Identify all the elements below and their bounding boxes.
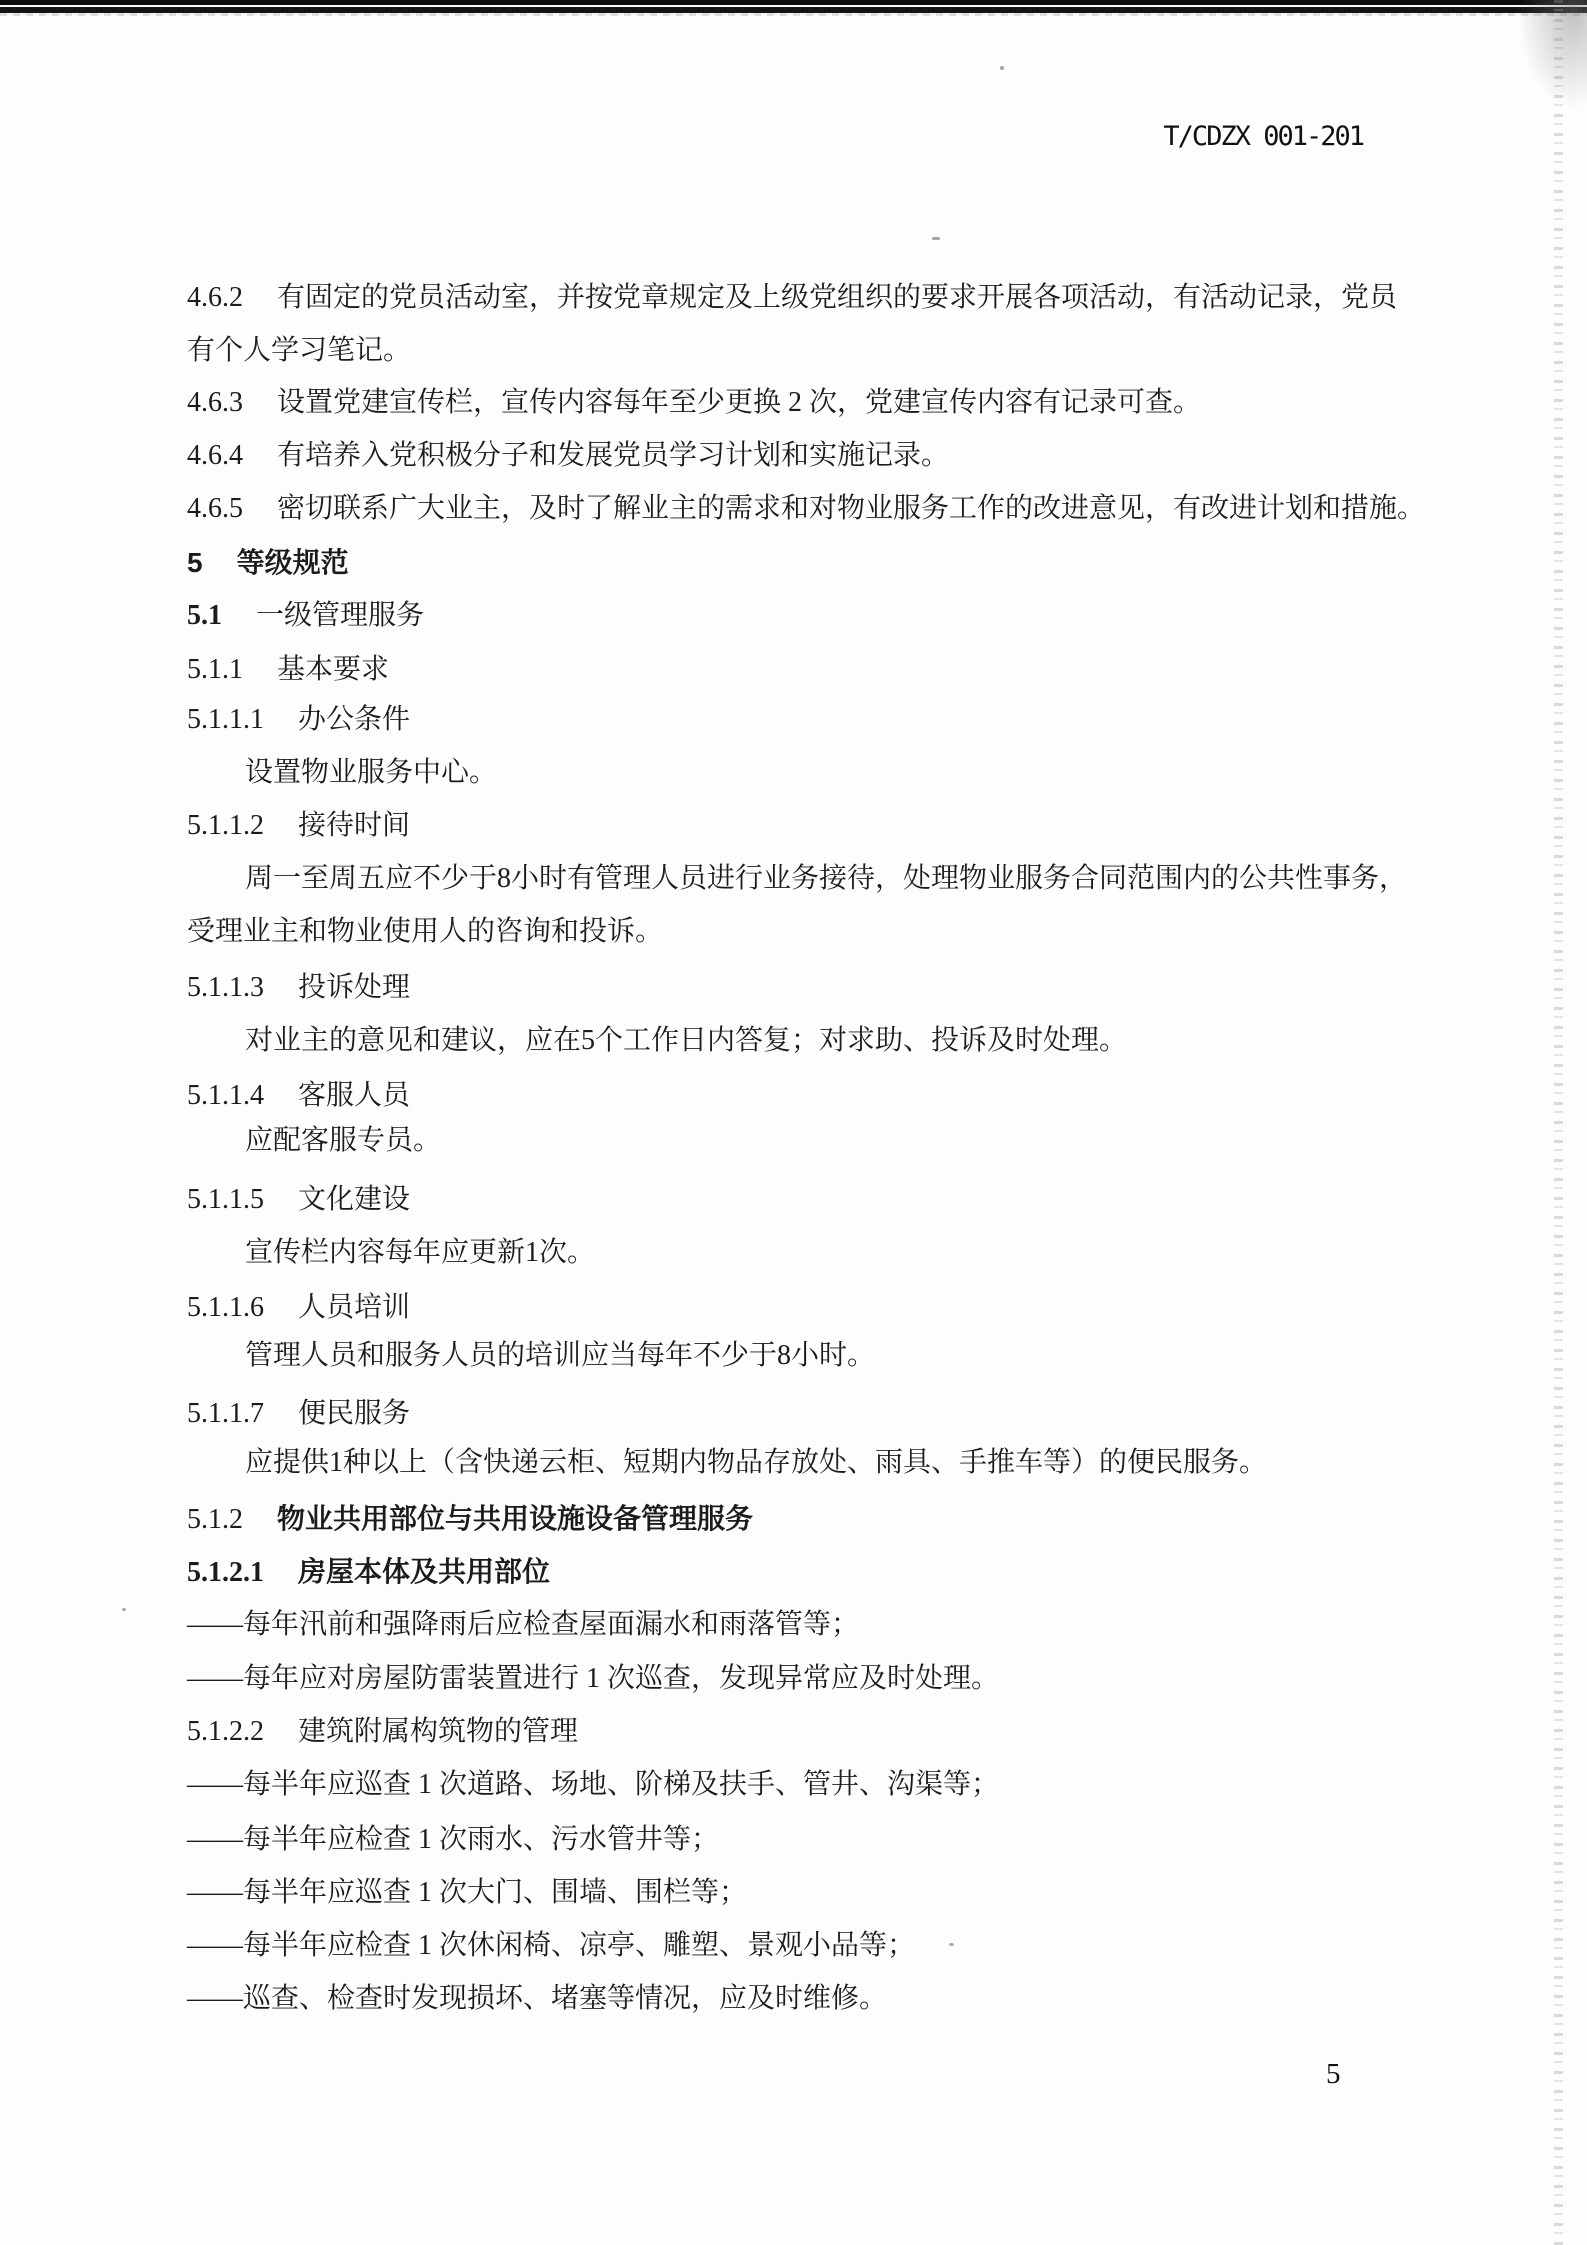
doc-line (187, 1926, 915, 1966)
line-text: 设置物业服务中心。 (245, 757, 498, 788)
doc-line (245, 1443, 1267, 1483)
line-text: 周一至周五应不少于8小时有管理人员进行业务接待，处理物业服务合同范围内的公共性事务， (245, 863, 1408, 894)
doc-line (187, 1552, 550, 1593)
doc-line (187, 968, 410, 1008)
line-text: 有固定的党员活动室，并按党章规定及上级党组织的要求开展各项活动，有活动记录，党员 (277, 282, 1398, 313)
line-text: ——每半年应检查 1 次休闲椅、凉亭、雕塑、景观小品等； (187, 1930, 916, 1961)
doc-line (187, 436, 949, 476)
doc-line (187, 1873, 747, 1913)
clause-number: 4.6.2 (187, 282, 243, 313)
line-text: 投诉处理 (298, 972, 411, 1003)
line-text: 便民服务 (298, 1398, 411, 1429)
clause-number: 5.1.1.7 (187, 1398, 264, 1429)
line-text: 办公条件 (298, 704, 411, 735)
doc-line (187, 1979, 887, 2019)
line-text: ——每年应对房屋防雷装置进行 1 次巡查，发现异常应及时处理。 (187, 1663, 1000, 1694)
doc-line (187, 1712, 578, 1752)
clause-number: 4.6.4 (187, 440, 243, 471)
scan-top-noise (0, 13, 1587, 16)
doc-line (245, 1121, 441, 1161)
clause-number: 5.1.1.5 (187, 1184, 264, 1215)
doc-line (245, 753, 497, 793)
doc-line (187, 1499, 753, 1540)
line-text: 有个人学习笔记。 (187, 335, 412, 366)
doc-line (187, 806, 410, 846)
line-text: 建筑附属构筑物的管理 (298, 1716, 579, 1747)
clause-number: 5.1.1.4 (187, 1080, 264, 1111)
clause-number: 5.1.1.3 (187, 972, 264, 1003)
doc-line (187, 1288, 410, 1328)
clause-number: 4.6.5 (187, 493, 243, 524)
line-text: 客服人员 (298, 1080, 411, 1111)
line-text: ——每半年应巡查 1 次道路、场地、阶梯及扶手、管井、沟渠等； (187, 1769, 1000, 1800)
line-text: 设置党建宣传栏，宣传内容每年至少更换 2 次，党建宣传内容有记录可查。 (277, 387, 1202, 418)
line-text: 宣传栏内容每年应更新1次。 (245, 1237, 596, 1268)
line-text: 应提供1种以上（含快递云柜、短期内物品存放处、雨具、手推车等）的便民服务。 (245, 1447, 1268, 1478)
line-text: 有培养入党积极分子和发展党员学习计划和实施记录。 (277, 440, 950, 471)
doc-line (187, 489, 1425, 529)
doc-line (187, 1820, 719, 1860)
line-text: 文化建设 (298, 1184, 411, 1215)
clause-number: 5.1.2.2 (187, 1716, 264, 1747)
line-text: 管理人员和服务人员的培训应当每年不少于8小时。 (245, 1340, 876, 1371)
line-text: 密切联系广大业主，及时了解业主的需求和对物业服务工作的改进意见，有改进计划和措施。 (277, 493, 1426, 524)
doc-line (187, 1394, 410, 1434)
clause-number: 4.6.3 (187, 387, 243, 418)
line-text: 等级规范 (236, 547, 349, 578)
doc-line (187, 1180, 410, 1220)
line-text: 人员培训 (298, 1292, 411, 1323)
doc-line (187, 1076, 410, 1116)
scan-speck (932, 237, 940, 240)
clause-number: 5.1.1.2 (187, 810, 264, 841)
doc-line (245, 859, 1407, 899)
doc-line (245, 1233, 595, 1273)
doc-line (187, 383, 1201, 423)
line-text: 应配客服专员。 (245, 1125, 442, 1156)
line-text: 接待时间 (298, 810, 411, 841)
scan-right-edge (1554, 0, 1563, 2245)
scan-speck (122, 1608, 126, 1611)
line-text: ——每年汛前和强降雨后应检查屋面漏水和雨落管等； (187, 1609, 860, 1640)
standard-code-header: T/CDZX 001-201 (1163, 121, 1363, 152)
doc-line (187, 278, 1397, 318)
line-text: 对业主的意见和建议，应在5个工作日内答复；对求助、投诉及时处理。 (245, 1025, 1128, 1056)
clause-number: 5 (187, 547, 203, 578)
doc-line (187, 650, 389, 690)
doc-line (187, 1659, 999, 1699)
clause-number: 5.1.1 (187, 654, 243, 685)
doc-line (187, 912, 663, 952)
scan-speck (949, 1943, 954, 1946)
line-text: 基本要求 (277, 654, 390, 685)
scan-speck (1000, 66, 1004, 70)
clause-number: 5.1 (187, 600, 222, 631)
clause-number: 5.1.1.6 (187, 1292, 264, 1323)
doc-line (187, 596, 424, 636)
line-text: 受理业主和物业使用人的咨询和投诉。 (187, 916, 664, 947)
doc-line (245, 1336, 875, 1376)
clause-number: 5.1.2.1 (187, 1557, 264, 1588)
scan-top-bar (0, 0, 1587, 5)
scan-corner-smudge (1517, 0, 1587, 110)
doc-line (187, 1765, 999, 1805)
line-text: 物业共用部位与共用设施设备管理服务 (277, 1503, 754, 1534)
doc-line (187, 331, 411, 371)
line-text: ——每半年应巡查 1 次大门、围墙、围栏等； (187, 1877, 748, 1908)
line-text: 房屋本体及共用部位 (298, 1556, 551, 1587)
line-text: 一级管理服务 (256, 600, 425, 631)
page-number: 5 (1326, 2058, 1341, 2090)
clause-number: 5.1.1.1 (187, 704, 264, 735)
line-text: ——每半年应检查 1 次雨水、污水管井等； (187, 1824, 720, 1855)
doc-line (187, 1605, 859, 1645)
doc-line (187, 700, 410, 740)
doc-line (187, 543, 349, 584)
doc-line (245, 1021, 1127, 1061)
clause-number: 5.1.2 (187, 1504, 243, 1535)
line-text: ——巡查、检查时发现损坏、堵塞等情况，应及时维修。 (187, 1983, 888, 2014)
